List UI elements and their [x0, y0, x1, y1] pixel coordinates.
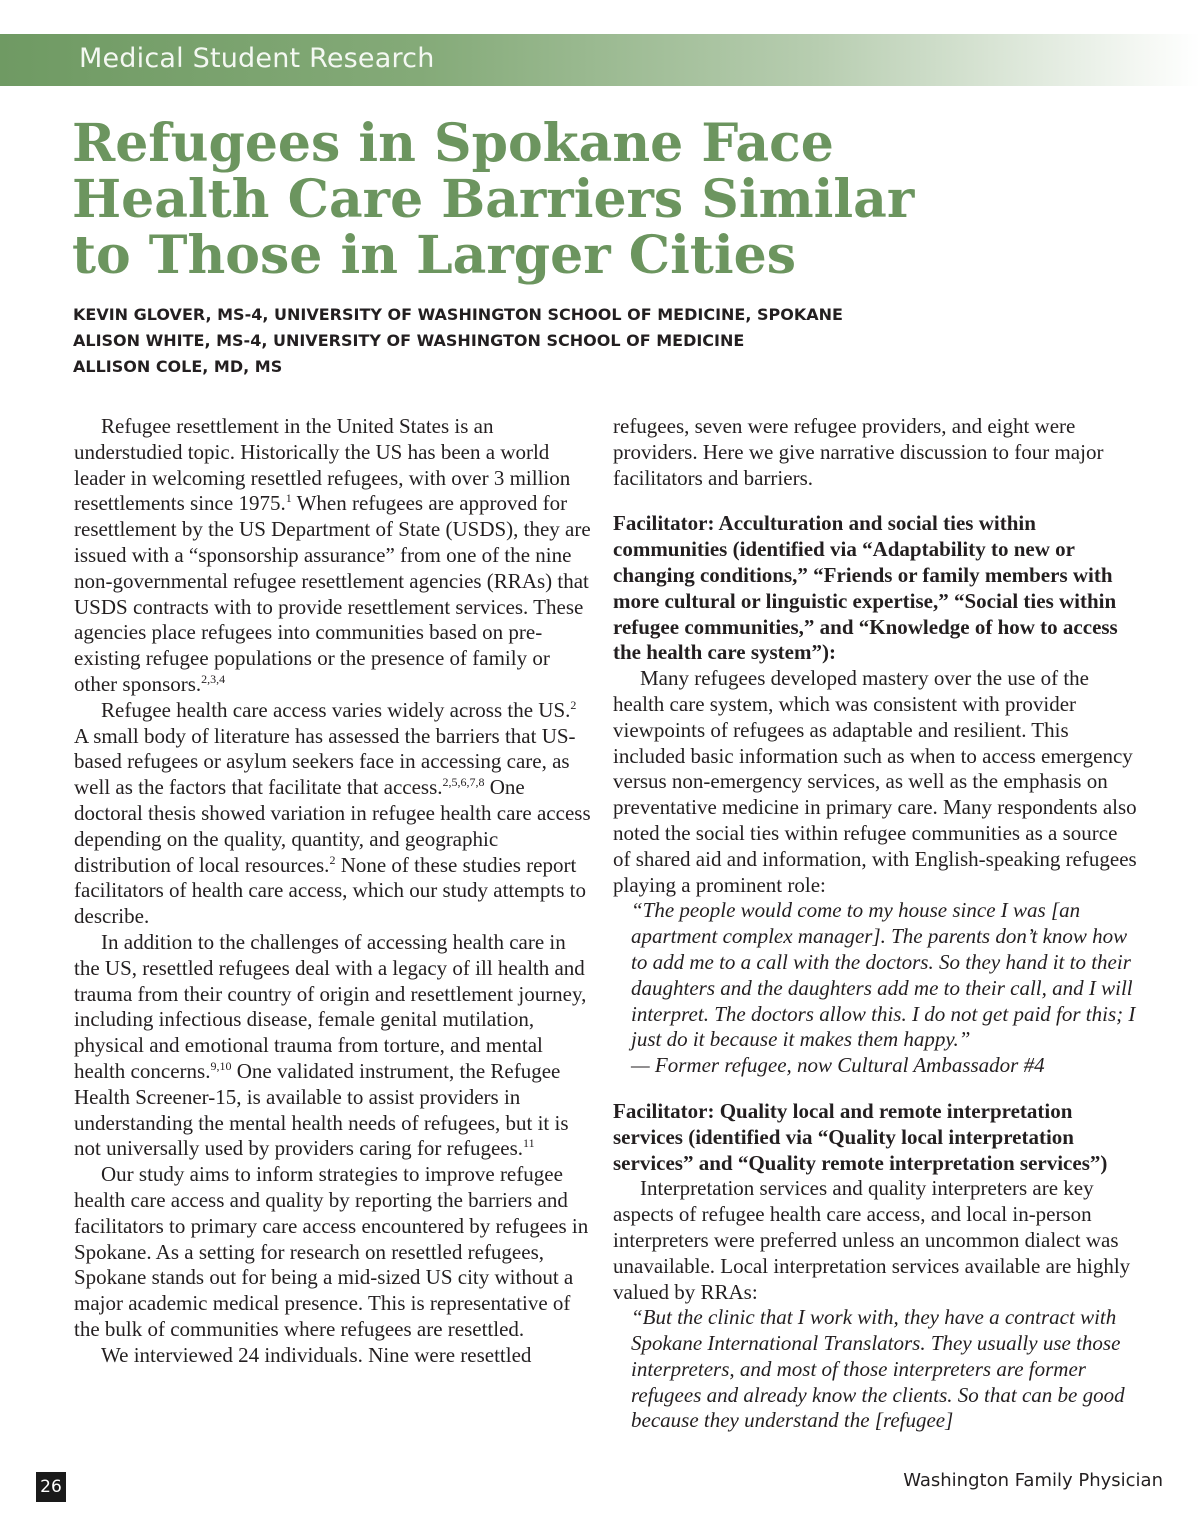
journal-name: Washington Family Physician	[903, 1470, 1163, 1491]
text-run: One validated instrument, the Refugee Health Screener-15, is available to assist providers in understanding the mental health needs of refugees, but it is not universally used by providers caring for refugees.	[74, 1058, 569, 1161]
author-line: ALLISON COLE, MD, MS	[73, 357, 283, 376]
left-column	[74, 414, 594, 1368]
section-banner	[0, 34, 1200, 86]
text-run: One doctoral thesis showed variation in refugee health care access depending on the quality, quantity, and geographic distribution of local resources.	[74, 775, 591, 877]
page-number: 26	[36, 1472, 66, 1502]
paragraph	[74, 930, 594, 1162]
paragraph: refugees, seven were refugee providers, and eight were providers. Here we give narrative discussion to four major facilitators and barriers.	[613, 414, 1104, 490]
text-run: None of these studies report facilitators of health care access, which our study attempts to describe.	[74, 852, 586, 929]
text-run: Refugee health care access varies widely across the US.	[101, 697, 571, 722]
title-line: Health Care Barriers Similar	[72, 169, 915, 230]
citation-ref: 2,5,6,7,8	[442, 775, 485, 790]
author-list	[73, 302, 973, 380]
right-column	[613, 414, 1138, 1434]
section-label: Medical Student Research	[79, 43, 435, 74]
article-title	[72, 113, 1072, 286]
title-line: Refugees in Spokane Face	[72, 113, 834, 174]
citation-ref: 2	[570, 697, 577, 712]
section-heading: Facilitator: Acculturation and social ties within communities (identified via “Adaptability to new or changing conditions,” “Friends or family members with more cultural or linguistic expertise,” “Social ties within refugee communities,” and “Knowledge of how to access the health care system”):	[613, 511, 1118, 665]
text-run: A small body of literature has assessed the barriers that US-based refugees or asylum seekers face in accessing care, as well as the factors that facilitate that access.	[74, 723, 576, 800]
text-run: Refugee resettlement in the United States is an understudied topic. Historically the US has been a world leader in welcoming resettled refugees, with over 3 million resettlements since 1975.	[74, 414, 571, 516]
paragraph: Many refugees developed mastery over the use of the health care system, which was consistent with provider viewpoints of refugees as adaptable and resilient. This included basic information such as when to access emergency versus non-emergency services, as well as the emphasis on preventative medicine in primary care. Many respondents also noted the social ties within refugee communities as a source of shared aid and information, with English-speaking refugees playing a prominent role:	[613, 666, 1137, 897]
author-line: ALISON WHITE, MS-4, UNIVERSITY OF WASHINGTON SCHOOL OF MEDICINE	[73, 331, 745, 350]
paragraph: Our study aims to inform strategies to improve refugee health care access and quality by reporting the barriers and facilitators to primary care access encountered by refugees in Spokane. As a setting for research on resettled refugees, Spokane stands out for being a mid-sized US city without a major academic medical presence. This is representative of the bulk of communities where refugees are resettled.	[74, 1162, 589, 1341]
block-quote: “But the clinic that I work with, they have a contract with Spokane International Translators. They usually use those interpreters, and most of those interpreters are former refugees and already know the clients. So that can be good because they understand the [refugee]	[631, 1305, 1125, 1433]
text-run: In addition to the challenges of accessing health care in the US, resettled refugees deal with a legacy of ill health and trauma from their country of origin and resettlement journey, including infectious disease, female genital mutilation, physical and emotional trauma from torture, and mental health concerns.	[74, 929, 587, 1083]
title-line: to Those in Larger Cities	[72, 225, 796, 286]
citation-ref: 9,10	[210, 1058, 232, 1073]
citation-ref: 11	[523, 1136, 535, 1151]
paragraph: We interviewed 24 individuals. Nine were resettled	[101, 1342, 532, 1367]
author-line: KEVIN GLOVER, MS-4, UNIVERSITY OF WASHINGTON SCHOOL OF MEDICINE, SPOKANE	[73, 305, 843, 324]
citation-ref: 2	[329, 852, 336, 867]
section-heading: Facilitator: Quality local and remote interpretation services (identified via “Quality local interpretation services” and “Quality remote interpretation services”)	[613, 1098, 1108, 1175]
paragraph	[74, 698, 594, 930]
block-quote: “The people would come to my house since I was [an apartment complex manager]. The parents don’t know how to add me to a call with the doctors. So they hand it to their daughters and the daughters add me to their call, and I will interpret. The doctors allow this. I do not get paid for this; I just do it because it makes them happy.”	[631, 898, 1136, 1052]
text-run: When refugees are approved for resettlement by the US Department of State (USDS), they are issued with a “sponsorship assurance” from one of the nine non-governmental refugee resettlement agencies (RRAs) that USDS contracts with to provide resettlement services. These agencies place refugees into communities based on pre-existing refugee populations or the presence of family or other sponsors.	[74, 491, 591, 696]
quote-attribution: — Former refugee, now Cultural Ambassador #4	[631, 1053, 1045, 1078]
citation-ref: 1	[285, 491, 292, 506]
paragraph: Interpretation services and quality interpreters are key aspects of refugee health care access, and local in-person interpreters were preferred unless an uncommon dialect was unavailable. Local interpretation services available are highly valued by RRAs:	[613, 1176, 1131, 1304]
citation-ref: 2,3,4	[201, 671, 226, 686]
paragraph	[74, 414, 594, 698]
